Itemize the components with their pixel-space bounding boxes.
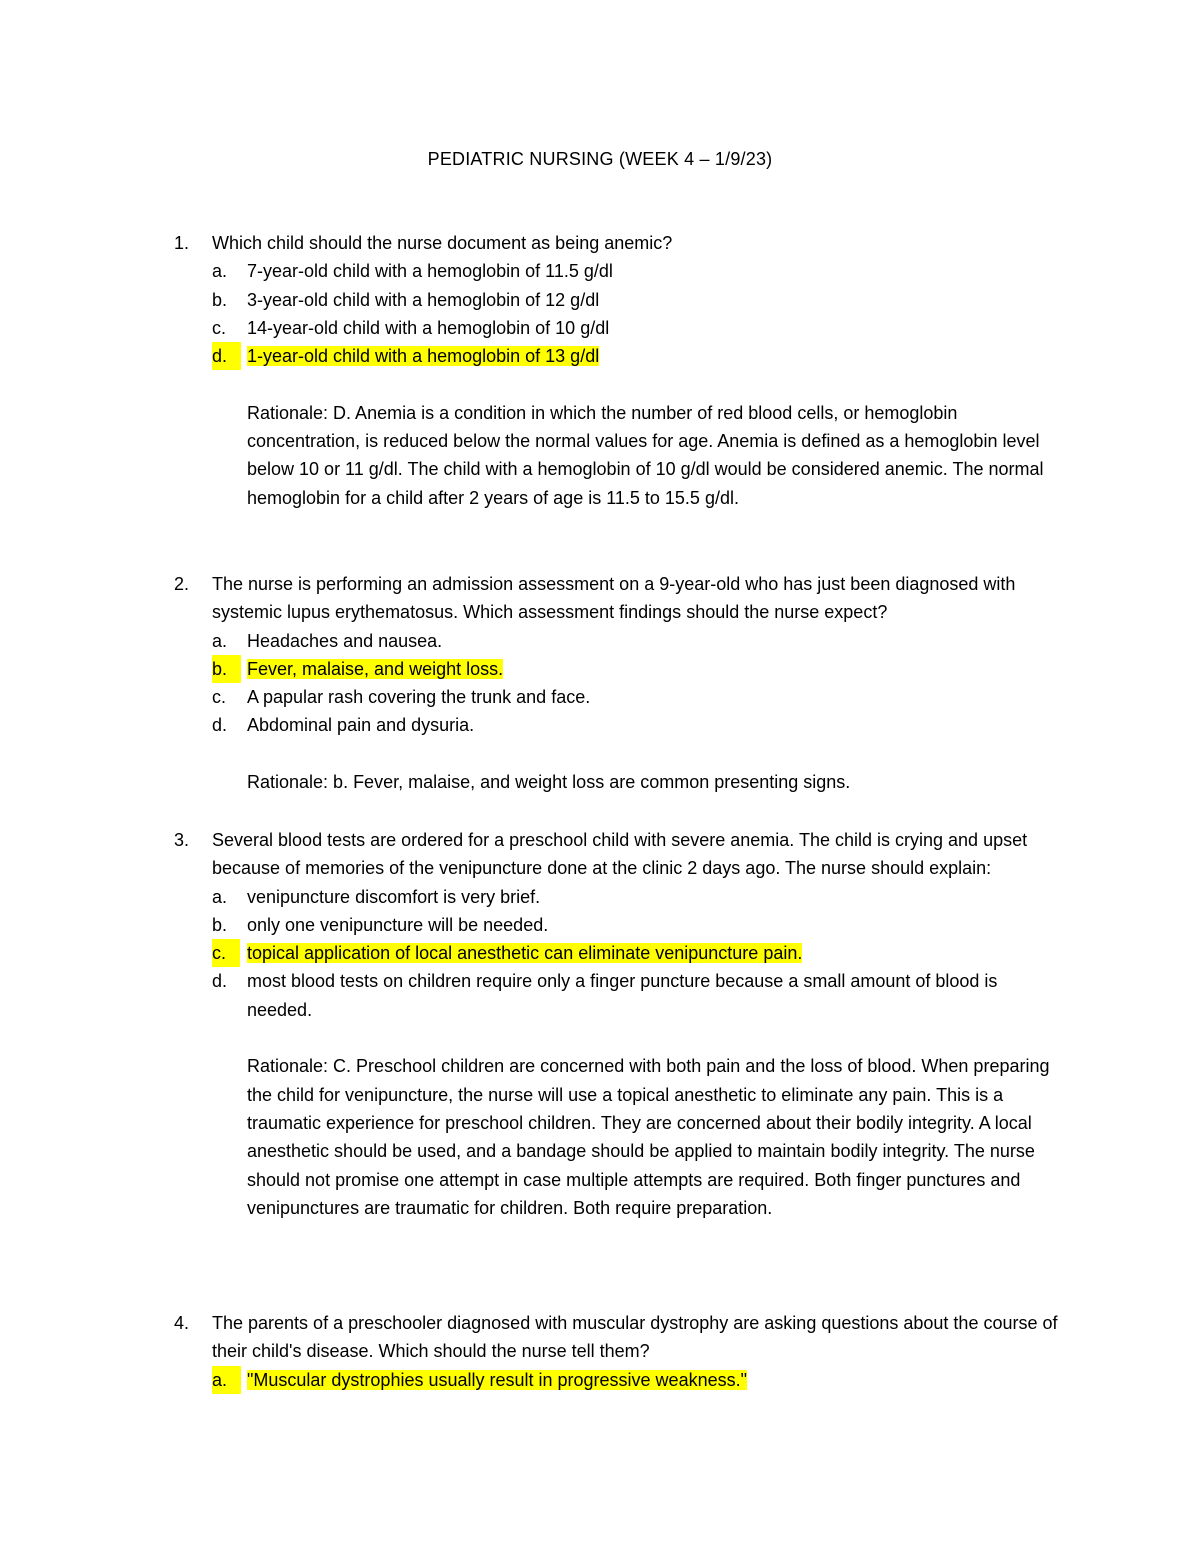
option-letter: c. [212,939,240,967]
question-stem [0,826,1072,883]
question-number: 4. [174,1313,190,1333]
answer-option [0,683,1067,711]
option-letter: d. [212,971,228,992]
option-text: 3-year-old child with a hemoglobin of 12 g/dl [247,289,600,310]
option-text: "Muscular dystrophies usually result in progressive weakness." [247,1369,747,1390]
answer-option [0,314,1067,342]
question-number: 2. [174,574,190,594]
option-letter: a. [212,886,228,907]
option-text: 7-year-old child with a hemoglobin of 11.5 g/dl [247,261,613,282]
answer-option-highlighted [0,342,1067,370]
answer-option [0,257,1067,285]
question-1 [0,229,1200,512]
question-stem [0,570,1072,627]
option-letter: d. [212,715,228,736]
option-letter: b. [212,655,241,683]
option-letter: c. [212,687,227,708]
option-text: A papular rash covering the trunk and face. [247,687,591,708]
question-4 [0,1309,1200,1394]
rationale-text: Rationale: D. Anemia is a condition in which the number of red blood cells, or hemoglobin concentration, is reduced below the normal values for age. Anemia is defined as a hemoglobin level below 10 or 11 g/dl. The child with a hemoglobin of 10 g/dl would be considered anemic. The normal hemoglobin for a child after 2 years of age is 11.5 to 15.5 g/dl. [247,402,1044,508]
answer-option [0,711,1067,739]
option-letter: a. [212,1366,241,1394]
answer-option [0,286,1067,314]
question-text: Several blood tests are ordered for a preschool child with severe anemia. The child is crying and upset because of memories of the venipuncture done at the clinic 2 days ago. The nurse should explain: [212,830,1028,879]
answer-option [0,883,1067,911]
option-text: 14-year-old child with a hemoglobin of 10 g/dl [247,317,610,338]
option-letter: b. [212,914,228,935]
answer-option [0,911,1067,939]
question-text: The parents of a preschooler diagnosed with muscular dystrophy are asking questions about the course of their child's disease. Which should the nurse tell them? [212,1313,1058,1362]
page-title: PEDIATRIC NURSING (WEEK 4 – 1/9/23) [427,149,773,169]
question-3 [0,826,1200,1222]
option-text: only one venipuncture will be needed. [247,914,549,935]
question-stem [0,1309,1072,1366]
question-number: 3. [174,830,190,850]
option-text: Fever, malaise, and weight loss. [247,658,504,679]
question-stem [0,229,1072,257]
option-letter: c. [212,317,227,338]
option-text: venipuncture discomfort is very brief. [247,886,541,907]
option-letter: d. [212,342,241,370]
answer-option [0,967,1067,1024]
option-letter: b. [212,289,228,310]
option-text: Abdominal pain and dysuria. [247,715,475,736]
answer-option-highlighted [0,655,1067,683]
question-text: Which child should the nurse document as being anemic? [212,233,673,253]
answer-option-highlighted [0,939,1067,967]
question-number: 1. [174,233,190,253]
rationale-text: Rationale: C. Preschool children are concerned with both pain and the loss of blood. When preparing the child for venipuncture, the nurse will use a topical anesthetic to eliminate any pain. This is a traumatic experience for preschool children. They are concerned about their bodily integrity. A local anesthetic should be used, and a bandage should be applied to maintain bodily integrity. The nurse should not promise one attempt in case multiple attempts are required. Both finger punctures and venipunctures are traumatic for children. Both require preparation. [247,1056,1050,1218]
answer-option [0,627,1067,655]
question-2 [0,570,1200,796]
rationale-text: Rationale: b. Fever, malaise, and weight loss are common presenting signs. [247,772,851,793]
option-text: most blood tests on children require only a finger puncture because a small amount of blood is needed. [247,971,998,1020]
option-text: Headaches and nausea. [247,630,443,651]
option-letter: a. [212,261,228,282]
question-text: The nurse is performing an admission assessment on a 9-year-old who has just been diagnosed with systemic lupus erythematosus. Which assessment findings should the nurse expect? [212,574,1016,623]
option-letter: a. [212,630,228,651]
answer-option-highlighted [0,1366,1067,1394]
option-text: topical application of local anesthetic can eliminate venipuncture pain. [247,943,803,964]
option-text: 1-year-old child with a hemoglobin of 13 g/dl [247,346,600,367]
